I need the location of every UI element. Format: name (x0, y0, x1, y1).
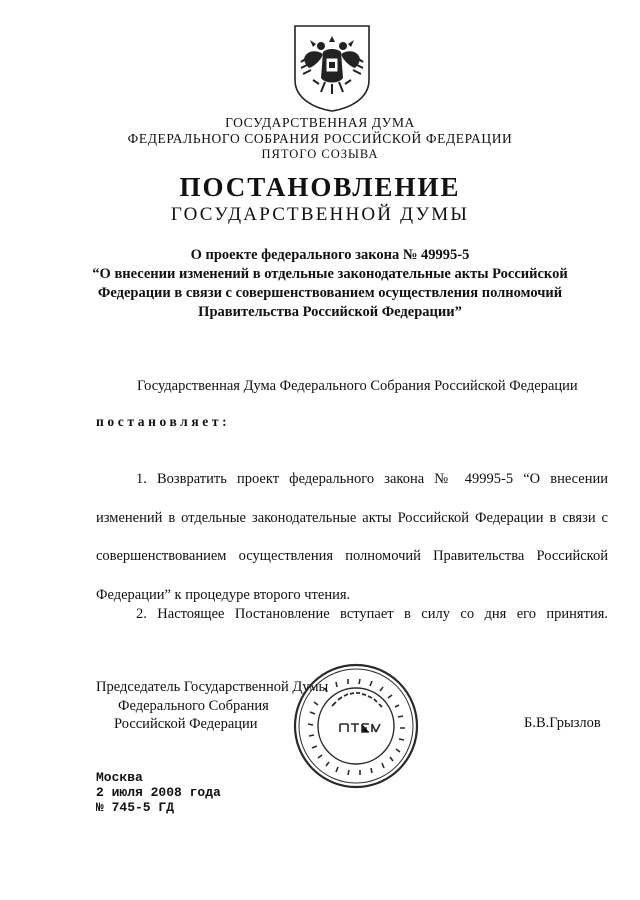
official-stamp-icon (292, 662, 420, 790)
footer-document-number: № 745-5 ГД (96, 800, 175, 815)
resolution-item-2: 2. Настоящее Постановление вступает в силу со дня его принятия. (136, 606, 608, 622)
subject-line1: О проекте федерального закона № 49995-5 (190, 247, 470, 263)
footer-city: Москва (96, 770, 143, 785)
header-convocation: ПЯТОГО СОЗЫВА (261, 147, 379, 161)
bill-subject (80, 246, 580, 322)
signatory-position-line1: Председатель Государственной Думы (96, 679, 329, 695)
signatory-name: Б.В.Грызлов (524, 715, 601, 731)
subject-line3: Федерации в связи с совершенствованием осуществления полномочий (97, 285, 563, 301)
preamble-text: Государственная Дума Федерального Собрания Российской Федерации (137, 378, 578, 394)
signatory-position-line2: Федерального Собрания (118, 698, 269, 714)
document-title: ПОСТАНОВЛЕНИЕ (179, 172, 461, 202)
header-org-line1: ГОСУДАРСТВЕННАЯ ДУМА (225, 115, 415, 130)
resolution-item-1: 1. Возвратить проект федерального закона № 49995-5 “О внесении изменений в отдельные законодательные акты Российской Федерации в связи с совершенствованием осуществления полномочий Правительства Российской Федерации” к процедуре второго чтения. (96, 471, 608, 603)
coat-of-arms-icon (291, 22, 373, 112)
document-subtitle: ГОСУДАРСТВЕННОЙ ДУМЫ (170, 204, 470, 225)
signatory-position-line3: Российской Федерации (114, 716, 258, 732)
subject-line4: Правительства Российской Федерации” (198, 304, 462, 320)
subject-line2: “О внесении изменений в отдельные законодательные акты Российской (92, 266, 568, 282)
footer-date: 2 июля 2008 года (96, 785, 221, 800)
header-org-line2: ФЕДЕРАЛЬНОГО СОБРАНИЯ РОССИЙСКОЙ ФЕДЕРАЦИИ (127, 131, 513, 146)
resolves-word: постановляет: (96, 414, 231, 429)
